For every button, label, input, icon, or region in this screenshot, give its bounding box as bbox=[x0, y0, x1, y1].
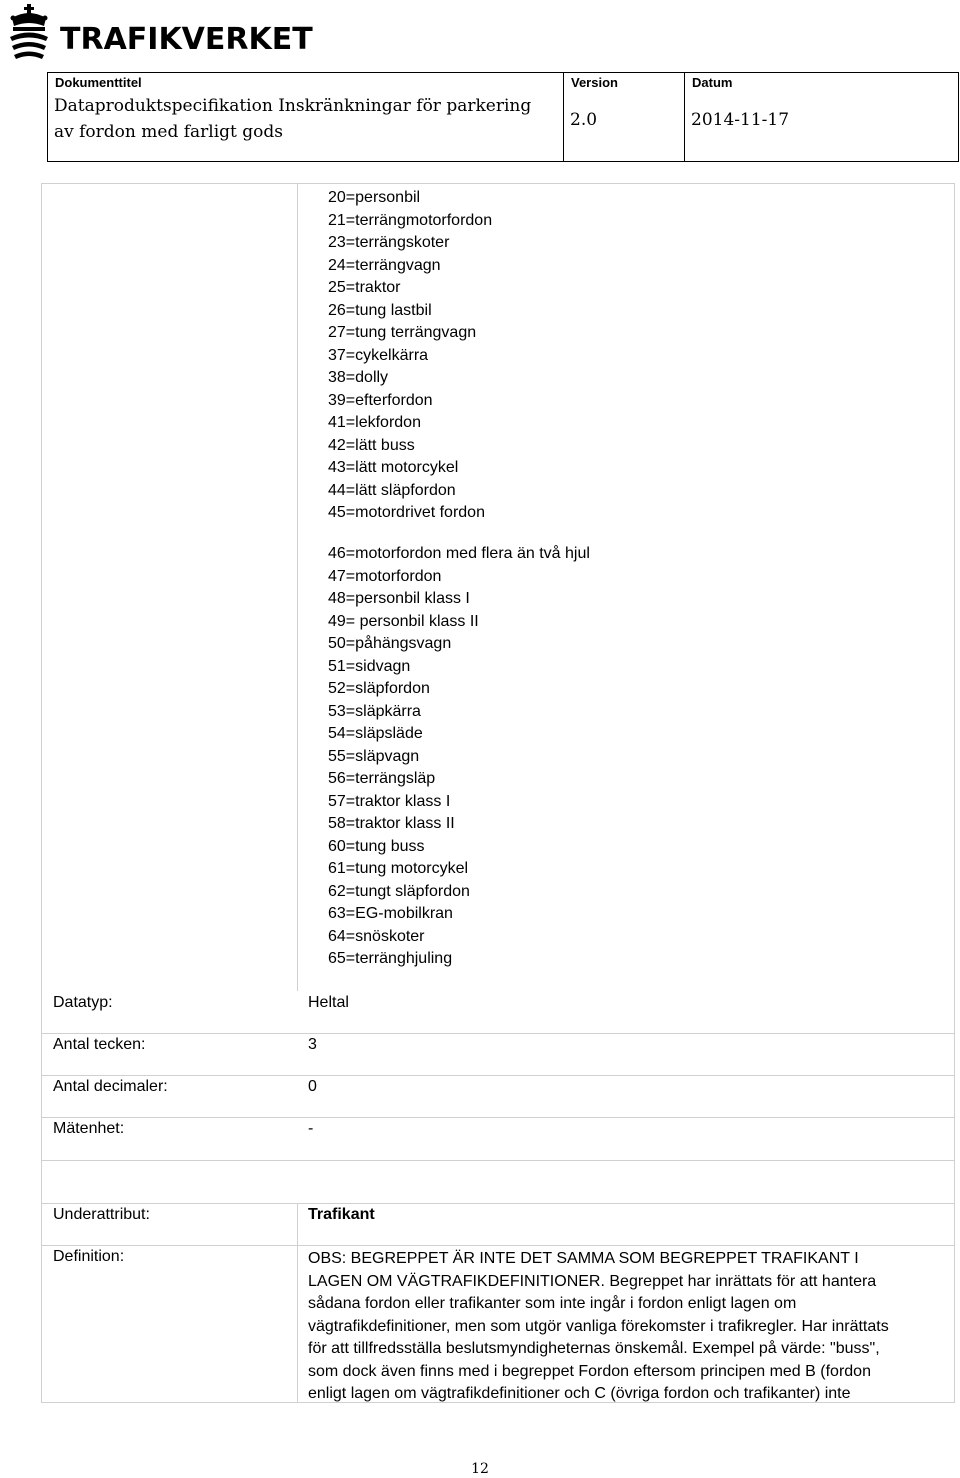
code-list-item: 48=personbil klass I bbox=[328, 590, 470, 607]
code-list-item: 62=tungt släpfordon bbox=[328, 882, 470, 900]
underattribut-label: Underattribut: bbox=[53, 1206, 150, 1223]
code-list-item: 27=tung terrängvagn bbox=[328, 324, 477, 341]
code-list-item: 38=dolly bbox=[328, 369, 389, 386]
row-divider bbox=[42, 1033, 954, 1034]
version-label: Version bbox=[571, 75, 618, 90]
code-list-item: 47=motorfordon bbox=[328, 567, 442, 585]
code-list-item: 25=traktor bbox=[328, 279, 401, 296]
logo-text: TRAFIKVERKET bbox=[60, 22, 313, 57]
antal-decimaler-value: 0 bbox=[308, 1078, 317, 1095]
row-divider bbox=[42, 1117, 954, 1118]
code-list-item: 37=cykelkärra bbox=[328, 346, 429, 364]
code-list-item: 20=personbil bbox=[328, 189, 421, 206]
code-list-item: 45=motordrivet fordon bbox=[328, 504, 485, 521]
version-value: 2.0 bbox=[570, 110, 598, 130]
code-list-item: 55=släpvagn bbox=[328, 747, 420, 765]
code-list-item: 44=lätt släpfordon bbox=[328, 481, 456, 499]
datatyp-label: Datatyp: bbox=[53, 994, 113, 1011]
trafikverket-logo bbox=[6, 4, 313, 64]
underattribut-value: Trafikant bbox=[308, 1206, 375, 1223]
date-label: Datum bbox=[692, 75, 733, 90]
code-list-item: 39=efterfordon bbox=[328, 391, 433, 409]
doc-title-cell bbox=[48, 73, 564, 161]
matenhet-value: - bbox=[308, 1120, 314, 1137]
matenhet-label: Mätenhet: bbox=[53, 1120, 125, 1137]
date-cell bbox=[685, 73, 960, 161]
code-list-item: 60=tung buss bbox=[328, 837, 425, 855]
code-list-item: 56=terrängsläp bbox=[328, 770, 436, 787]
row-divider bbox=[42, 1245, 954, 1246]
code-list-item: 64=snöskoter bbox=[328, 927, 425, 945]
document-header bbox=[47, 72, 959, 162]
code-list-item: 65=terränghjuling bbox=[328, 950, 453, 967]
code-list-item: 41=lekfordon bbox=[328, 414, 421, 431]
code-list-item: 53=släpkärra bbox=[328, 702, 421, 720]
code-list-item: 51=sidvagn bbox=[328, 657, 411, 675]
code-list-item: 54=släpsläde bbox=[328, 725, 423, 742]
code-list-item: 57=traktor klass I bbox=[328, 792, 451, 810]
code-list-item: 21=terrängmotorfordon bbox=[328, 211, 493, 229]
code-list-item: 58=traktor klass II bbox=[328, 815, 455, 832]
column-divider bbox=[297, 184, 298, 991]
code-list-item: 63=EG-mobilkran bbox=[328, 905, 453, 922]
antal-decimaler-label: Antal decimaler: bbox=[53, 1078, 168, 1095]
doc-title-label: Dokumenttitel bbox=[55, 75, 142, 90]
code-list-group-2 bbox=[328, 543, 590, 971]
row-divider bbox=[42, 1075, 954, 1076]
row-divider bbox=[42, 1203, 954, 1204]
page-number: 12 bbox=[471, 1461, 489, 1477]
code-list-item: 42=lätt buss bbox=[328, 436, 415, 454]
code-list-item: 24=terrängvagn bbox=[328, 256, 441, 274]
column-divider bbox=[297, 1203, 298, 1403]
attribute-table bbox=[41, 183, 955, 1403]
datatyp-value: Heltal bbox=[308, 994, 349, 1011]
code-list-item: 52=släpfordon bbox=[328, 680, 430, 697]
doc-title-value: Dataproduktspecifikation Inskränkningar för parkering av fordon med farligt gods bbox=[54, 96, 532, 142]
code-list-item: 43=lätt motorcykel bbox=[328, 459, 459, 476]
code-list-item: 50=påhängsvagn bbox=[328, 635, 452, 652]
code-list-item: 49= personbil klass II bbox=[328, 612, 479, 630]
code-list-group-1 bbox=[328, 187, 492, 525]
crown-icon bbox=[6, 4, 52, 60]
code-list-item: 23=terrängskoter bbox=[328, 234, 450, 251]
row-divider bbox=[42, 1160, 954, 1161]
antal-tecken-label: Antal tecken: bbox=[53, 1036, 146, 1053]
code-list-item: 61=tung motorcykel bbox=[328, 860, 469, 877]
definition-label: Definition: bbox=[53, 1248, 125, 1265]
version-cell bbox=[564, 73, 685, 161]
definition-value: OBS: BEGREPPET ÄR INTE DET SAMMA SOM BEGREPPET TRAFIKANT I LAGEN OM VÄGTRAFIKDEFINITIONER. Begreppet har inrättats för att hantera sådana fordon eller trafikanter som inte ingår i fordon enligt lagen om vägtrafikdefinitioner, men som utgör vanliga förekomster i trafikregler. Har inrättats för att tillfredsställa beslutsmyndigheternas önskemål. Exempel på värde: "buss", som dock även finns med i begreppet Fordon eftersom principen med B (fordon enligt lagen om vägtrafikdefinitioner och C (övriga fordon och trafikanter) inte bbox=[308, 1250, 889, 1402]
date-value: 2014-11-17 bbox=[691, 110, 790, 130]
code-list-item: 26=tung lastbil bbox=[328, 301, 432, 319]
code-list-item: 46=motorfordon med flera än två hjul bbox=[328, 545, 590, 562]
antal-tecken-value: 3 bbox=[308, 1036, 317, 1053]
